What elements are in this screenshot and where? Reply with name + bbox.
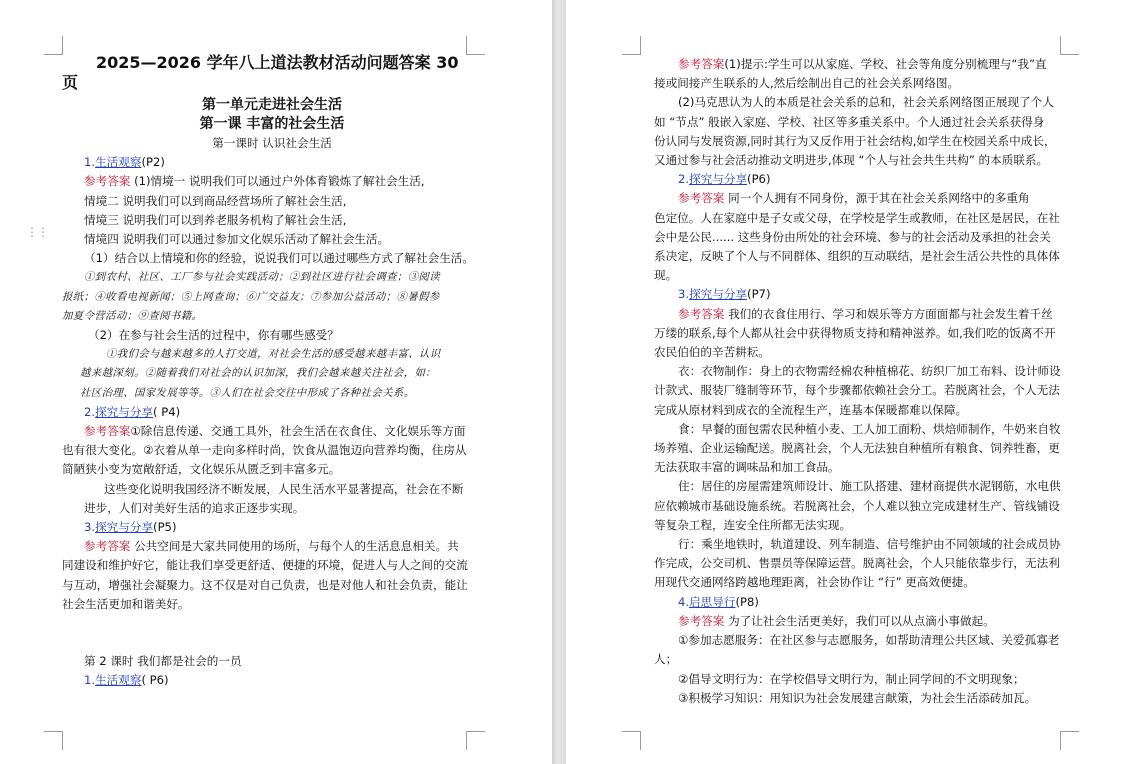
answer-line: 等复杂工程，连安全住所都无法实现。 [654, 517, 852, 532]
question-link[interactable]: 探究与分享 [689, 287, 748, 302]
crop-mark-bottom-left [44, 731, 63, 750]
answer-line: 情境三 说明我们可以到养老服务机构了解社会生活, [84, 212, 347, 227]
answer-line: 场养殖、企业运输配送。脱离社会，个人无法独自种植所有粮食、饲养牲畜，更 [654, 441, 1060, 456]
sub-question: （1）结合以上情境和你的经验，说说我们可以通过哪些方式了解社会生活。 [84, 251, 474, 266]
question-heading: 2.探究与分享(P6) [678, 172, 771, 187]
answer-paragraph: 参考答案 同一个人拥有不同身份，源于其在社会关系网络中的多重角 [678, 191, 1030, 206]
answer-paragraph: 参考答案 公共空间是大家共同使用的场所，与每个人的生活息息相关。共 [84, 539, 459, 554]
unit-title: 第一单元走进社会生活 [202, 97, 342, 113]
handwritten-answer-line: ①我们会与越来越多的人打交道，对社会生活的感受越来越丰富、认识 [106, 348, 441, 361]
answer-paragraph: 参考答案 为了让社会生活更美好，我们可以从点滴小事做起。 [678, 613, 995, 628]
answer-line: 同建设和维护好它，能让我们享受更舒适、便捷的环境，促进人与人之间的交流 [62, 558, 468, 573]
crop-mark-bottom-right [466, 731, 485, 750]
answer-line: 社会生活更加和谐美好。 [62, 596, 190, 611]
answer-line: 现。 [654, 268, 678, 283]
question-link[interactable]: 探究与分享 [95, 520, 154, 535]
answer-line: 也有很大变化。②衣着从单一走向多样时尚，饮食从温饱迈向营养均衡，住房从 [62, 443, 467, 458]
answer-line: 万缕的联系,每个人都从社会中获得物质支持和精神滋养。如,我们吃的饭离不开 [654, 325, 1056, 340]
answer-label: 参考答案 [678, 57, 725, 71]
question-link[interactable]: 生活观察 [95, 155, 142, 170]
answer-line: 农民伯伯的辛苦耕耘。 [654, 345, 770, 360]
lesson-title: 第一课 丰富的社会生活 [199, 116, 345, 132]
paragraph-drag-handle-icon[interactable]: ⋮⋮ [26, 225, 48, 239]
answer-paragraph: 参考答案①除信息传递、交通工具外，社会生活在衣食住、文化娱乐等方面 [84, 424, 466, 439]
answer-line: 又通过参与社会活动推动文明进步,体现 “个人与社会共生共构” 的本质联系。 [654, 153, 1049, 168]
question-heading: 4.启思导行(P8) [678, 594, 759, 609]
answer-line: 这些变化说明我国经济不断发展，人民生活水平显著提高，社会在不断 [104, 481, 464, 496]
section-title: 第 2 课时 我们都是社会的一员 [84, 654, 242, 669]
question-heading: 3.探究与分享(P7) [678, 287, 771, 302]
answer-paragraph: 参考答案 我们的衣食住用行、学习和娱乐等方方面面都与社会发生着千丝 [678, 306, 1053, 321]
answer-line: 住：居住的房屋需建筑师设计、施工队搭建、建材商提供水泥钢筋，水电供 [678, 479, 1061, 494]
question-heading: 3.探究与分享(P5) [84, 520, 177, 535]
answer-line: 无法获取丰富的调味品和加工食品。 [654, 460, 840, 475]
handwritten-answer-line: 加夏令营活动；⑨查阅书籍。 [62, 309, 203, 322]
answer-label: 参考答案 [84, 539, 131, 554]
answer-line: 简陋狭小变为宽敞舒适，文化娱乐从匮乏到丰富多元。 [62, 462, 341, 477]
answer-paragraph: 参考答案(1)提示:学生可以从家庭、学校、社会等角度分别梳理与“我”直 [678, 57, 1047, 71]
question-link[interactable]: 探究与分享 [689, 172, 748, 187]
question-heading: 1.生活观察( P6) [84, 673, 169, 688]
answer-line: 色定位。人在家庭中是子女或父母，在学校是学生或教师，在社区是居民，在社 [654, 210, 1060, 225]
answer-line: 人； [654, 652, 678, 667]
answer-line: 行：乘坐地铁时，轨道建设、列车制造、信号维护由不同领域的社会成员协 [678, 537, 1061, 552]
answer-line: 接或间接产生联系的人,然后绘制出自己的社会关系网络图。 [654, 76, 960, 91]
answer-line: (2)马克思认为人的本质是社会关系的总和，社会关系网络图正展现了个人 [678, 95, 1054, 110]
answer-line: ②倡导文明行为：在学校倡导文明行为，制止同学间的不文明现象； [678, 671, 1025, 686]
section-title: 第一课时 认识社会生活 [212, 136, 332, 150]
answer-line: 用现代交通网络跨越地理距离，社会协作让 “行” 更高效便捷。 [654, 575, 975, 590]
answer-line: 应依赖城市基础设施系统。若脱离社会，个人难以独立完成建材生产、管线铺设 [654, 498, 1060, 513]
answer-label: 参考答案 [678, 613, 725, 628]
answer-label: 参考答案 [678, 191, 725, 206]
answer-line: ③积极学习知识：用知识为社会发展建言献策，为社会生活添砖加瓦。 [678, 690, 1037, 705]
question-heading: 1.生活观察(P2) [84, 155, 165, 170]
answer-line: 如 “节点” 般嵌入家庭、学校、社区等多重关系中。个人通过社会关系获得身 [654, 114, 1045, 129]
document-page-right [566, 0, 1132, 764]
answer-line: 完成从原材料到成衣的全流程生产，连基本保暖都难以保障。 [654, 402, 968, 417]
answer-label: 参考答案 [678, 306, 725, 321]
document-title-cont: 页 [62, 73, 79, 92]
answer-line: ①参加志愿服务：在社区参与志愿服务，如帮助清理公共区域、关爱孤寡老 [678, 633, 1060, 648]
answer-line: 进步，人们对美好生活的追求正逐步实现。 [84, 500, 305, 515]
handwritten-answer-line: 报纸；④收看电视新闻；⑤上网查询；⑥广交益友；⑦参加公益活动；⑧暑假参 [62, 290, 440, 303]
answer-line: 会中是公民...... 这些身份由所处的社会环境、参与的社会活动及承担的社会关 [654, 229, 1051, 244]
answer-line: 衣：衣物制作：身上的衣物需经棉农种植棉花、纺织厂加工布料、设计师设 [678, 364, 1061, 379]
document-title: 2025—2026 学年八上道法教材活动问题答案 30 [96, 53, 459, 72]
question-link[interactable]: 生活观察 [95, 673, 142, 688]
answer-line: 作完成，公交司机、售票员等保障运营。脱离社会，个人只能依靠步行，无法利 [654, 556, 1060, 571]
page-gap [552, 0, 566, 764]
answer-line: 计款式、服装厂缝制等环节，每个步骤都依赖社会分工。若脱离社会，个人无法 [654, 383, 1060, 398]
answer-line: 情境二 说明我们可以到商品经营场所了解社会生活, [84, 193, 347, 208]
sub-question: （2）在参与社会生活的过程中，你有哪些感受？ [88, 328, 339, 343]
crop-mark-top-left [44, 36, 63, 55]
answer-line: 系决定，反映了个人与不同群体、组织的互动联结，是社会生活公共性的具体体 [654, 249, 1060, 264]
crop-mark-top-right [1060, 36, 1079, 55]
handwritten-answer-line: 越来越深刻。②随着我们对社会的认识加深，我们会越来越关注社会，如： [80, 367, 437, 380]
document-page-left [0, 0, 552, 764]
answer-line: 份认同与发展资源,同时其行为又反作用于社会结构,如学生在校园关系中成长， [654, 133, 1056, 148]
handwritten-answer-line: ①到农村、社区、工厂参与社会实践活动；②到社区进行社会调查；③阅读 [84, 271, 441, 284]
answer-line: 与互动，增强社会凝聚力。这不仅是对自己负责，也是对他人和社会负责，能让 [62, 577, 468, 592]
crop-mark-top-left [622, 36, 641, 55]
question-heading: 2.探究与分享( P4) [84, 404, 181, 419]
crop-mark-bottom-right [1060, 731, 1079, 750]
answer-label: 参考答案 [84, 424, 131, 439]
answer-paragraph: 参考答案 (1)情境一 说明我们可以通过户外体育锻炼了解社会生活, [84, 174, 425, 189]
handwritten-answer-line: 社区治理、国家发展等等。③人们在社会交往中形成了各种社会关系。 [80, 386, 415, 399]
answer-line: 食：早餐的面包需农民种植小麦、工人加工面粉、烘焙师制作，牛奶来自牧 [678, 421, 1061, 436]
question-link[interactable]: 启思导行 [689, 594, 736, 609]
answer-line: 情境四 说明我们可以通过参加文化娱乐活动了解社会生活。 [84, 232, 390, 247]
question-link[interactable]: 探究与分享 [95, 404, 154, 419]
answer-label: 参考答案 [84, 174, 131, 189]
crop-mark-bottom-left [622, 731, 641, 750]
